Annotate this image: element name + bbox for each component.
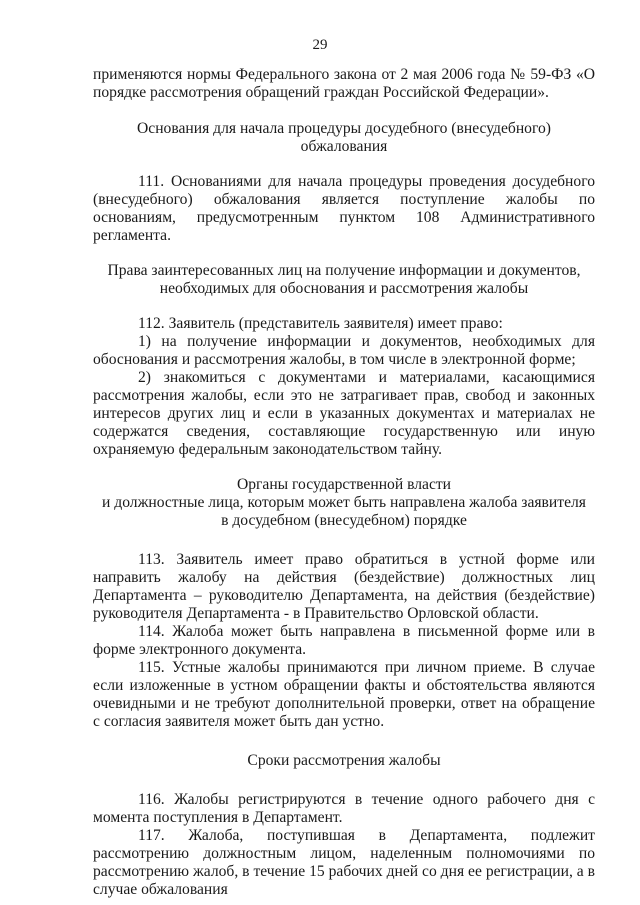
heading-osnovaniya — [93, 120, 595, 156]
paragraph-intro: применяются нормы Федерального закона от 2 мая 2006 года № 59-ФЗ «О порядке рассмотрения обращений граждан Российской Федерации». — [93, 66, 595, 101]
document-body — [93, 66, 595, 899]
paragraph-115: 115. Устные жалобы принимаются при личном приеме. В случае если изложенные в устном обращении факты и обстоятельства являются очевидными и не требуют дополнительной проверки, ответ на обращение с согласия заявителя может быть дан устно. — [93, 659, 595, 730]
paragraph-112-2: 2) знакомиться с документами и материалами, касающимися рассмотрения жалобы, если это не затрагивает прав, свобод и законных интересов других лиц и если в указанных документах и материалах не содержатся сведения, составляющие государственную или иную охраняемую федеральным законодательством тайну. — [93, 369, 595, 458]
paragraph-117: 117. Жалоба, поступившая в Департамента, подлежит рассмотрению должностным лицом, наделенным полномочиями по рассмотрению жалоб, в течение 15 рабочих дней со дня ее регистрации, а в случае обжалования — [93, 827, 595, 898]
heading-line: в досудебном (внесудебном) порядке — [221, 512, 467, 529]
page-number: 29 — [312, 37, 328, 53]
heading-line: Основания для начала процедуры досудебного (внесудебного) — [137, 120, 551, 137]
paragraph-113: 113. Заявитель имеет право обратиться в устной форме или направить жалобу на действия (бездействие) должностных лиц Департамента – руководителю Департамента, на действия (бездействие) руководителя Департамента - в Правительство Орловской области. — [93, 551, 595, 622]
heading-line: Органы государственной власти — [236, 476, 452, 493]
paragraph-112-1: 1) на получение информации и документов, необходимых для обоснования и рассмотрения жалобы, в том числе в электронной форме; — [93, 333, 595, 368]
heading-line: обжалования — [300, 138, 388, 155]
paragraph-112: 112. Заявитель (представитель заявителя) имеет право: — [138, 315, 503, 332]
heading-organy — [93, 476, 595, 530]
heading-line: Права заинтересованных лиц на получение информации и документов, — [107, 262, 581, 279]
paragraph-116: 116. Жалобы регистрируются в течение одного рабочего дня с момента поступления в Департамент. — [93, 791, 595, 826]
paragraph-114: 114. Жалоба может быть направлена в письменной форме или в форме электронного документа. — [93, 623, 595, 658]
heading-line: и должностные лица, которым может быть направлена жалоба заявителя — [102, 494, 586, 511]
heading-line: необходимых для обоснования и рассмотрения жалобы — [159, 280, 529, 297]
heading-sroki: Сроки рассмотрения жалобы — [247, 752, 441, 769]
paragraph-111: 111. Основаниями для начала процедуры проведения досудебного (внесудебного) обжалования является поступление жалобы по основаниям, предусмотренным пунктом 108 Административного регламента. — [93, 173, 595, 244]
heading-prava — [93, 262, 595, 298]
